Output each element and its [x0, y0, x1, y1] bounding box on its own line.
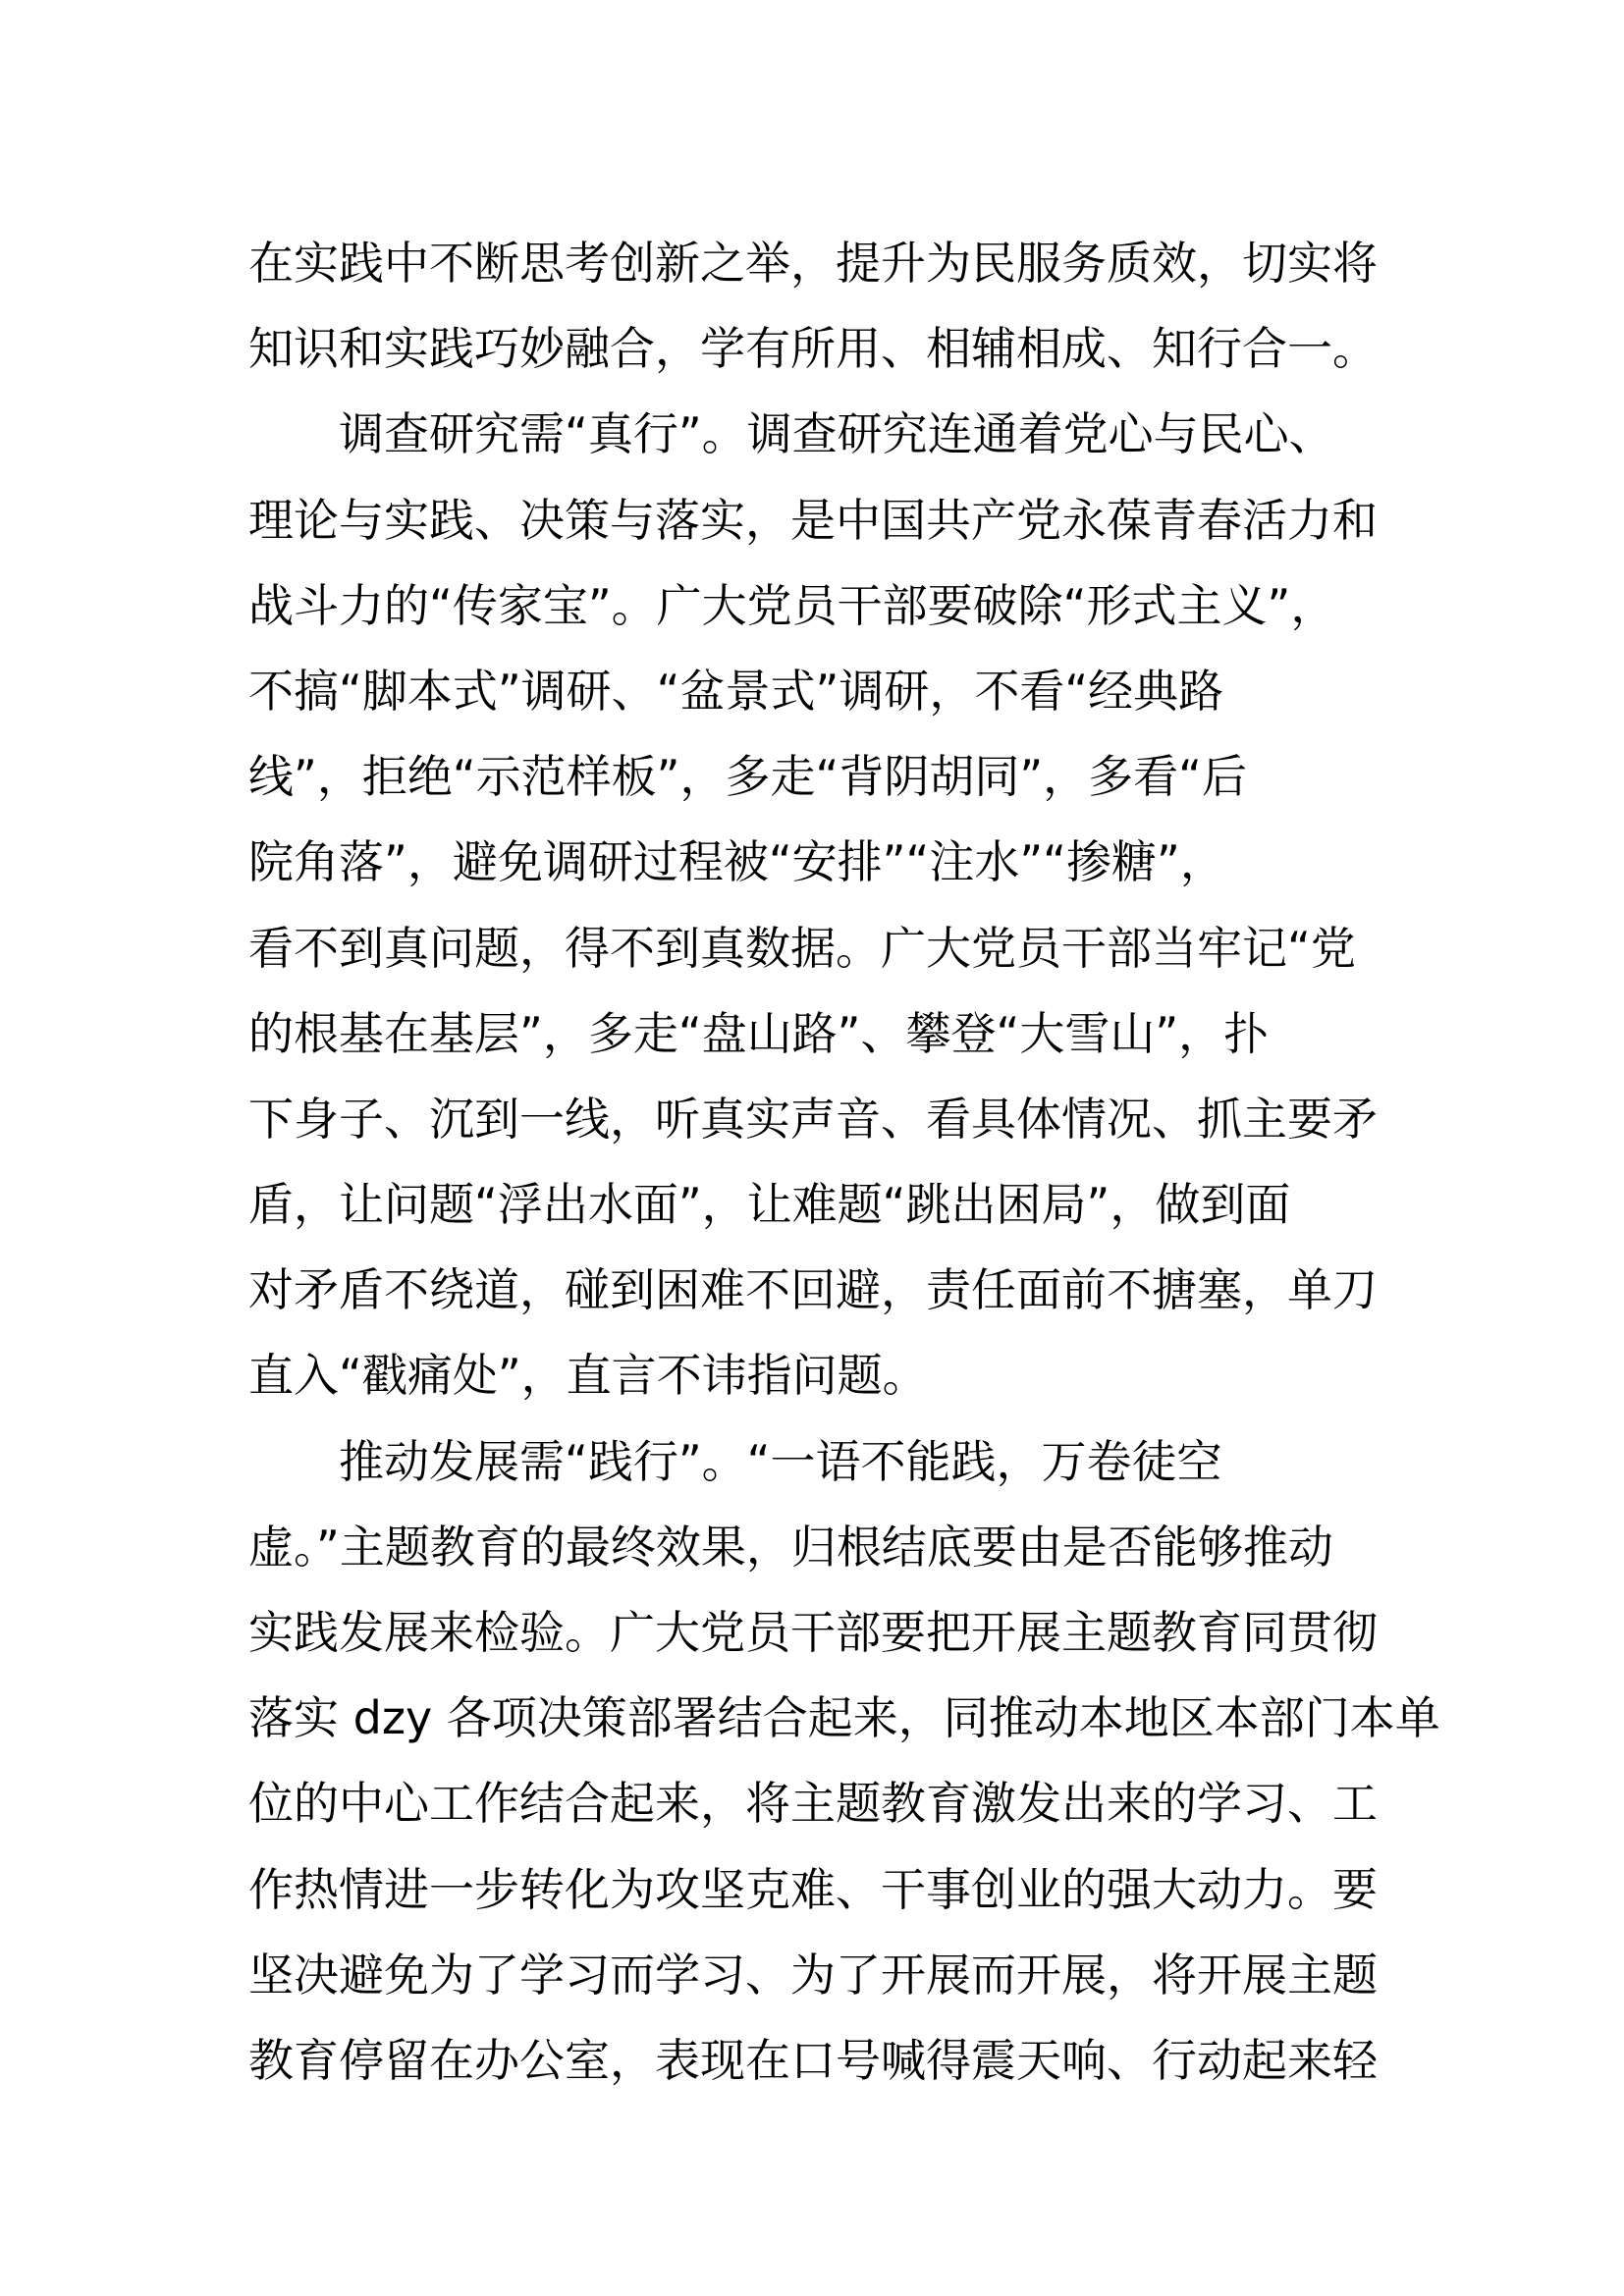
text-line: 推动发展需“践行”。“一语不能践，万卷徒空 — [339, 1434, 1222, 1488]
text-line: 在实践中不断思考创新之举，提升为民服务质效，切实将 — [248, 237, 1378, 290]
text-line: 战斗力的“传家宝”。广大党员干部要破除“形式主义”， — [248, 578, 1336, 632]
text-line: 落实 dzy 各项决策部署结合起来，同推动本地区本部门本单 — [248, 1691, 1440, 1745]
text-line: 院角落”，避免调研过程被“安排”“注水”“掺糖”， — [248, 835, 1225, 889]
text-line: 作热情进一步转化为攻坚克难、干事创业的强大动力。要 — [248, 1862, 1378, 1916]
text-line: 教育停留在办公室，表现在口号喊得震天响、行动起来轻 — [248, 2033, 1378, 2087]
document-body — [248, 221, 1486, 2104]
text-line: 理论与实践、决策与落实，是中国共产党永葆青春活力和 — [248, 493, 1378, 547]
text-line: 下身子、沉到一线，听真实声音、看具体情况、抓主要矛 — [248, 1092, 1378, 1146]
text-line: 虚。”主题教育的最终效果，归根结底要由是否能够推动 — [248, 1520, 1333, 1574]
text-line: 看不到真问题，得不到真数据。广大党员干部当牢记“党 — [248, 921, 1356, 975]
text-line: 直入“戳痛处”，直言不讳指问题。 — [248, 1349, 928, 1403]
text-line: 调查研究需“真行”。调查研究连通着党心与民心、 — [339, 407, 1334, 461]
text-line: 盾，让问题“浮出水面”，让难题“跳出困局”，做到面 — [248, 1178, 1291, 1232]
text-line: 不搞“脚本式”调研、“盆景式”调研，不看“经典路 — [248, 664, 1224, 718]
text-line: 对矛盾不绕道，碰到困难不回避，责任面前不搪塞，单刀 — [248, 1263, 1378, 1317]
text-line: 线”，拒绝“示范样板”，多走“背阴胡同”，多看“后 — [248, 750, 1247, 804]
text-line: 坚决避免为了学习而学习、为了开展而开展，将开展主题 — [248, 1948, 1378, 2002]
text-line: 实践发展来检验。广大党员干部要把开展主题教育同贯彻 — [248, 1606, 1378, 1659]
text-line: 知识和实践巧妙融合，学有所用、相辅相成、知行合一。 — [248, 322, 1378, 376]
text-line: 的根基在基层”，多走“盘山路”、攀登“大雪山”，扑 — [248, 1006, 1270, 1060]
text-line: 位的中心工作结合起来，将主题教育激发出来的学习、工 — [248, 1777, 1378, 1831]
